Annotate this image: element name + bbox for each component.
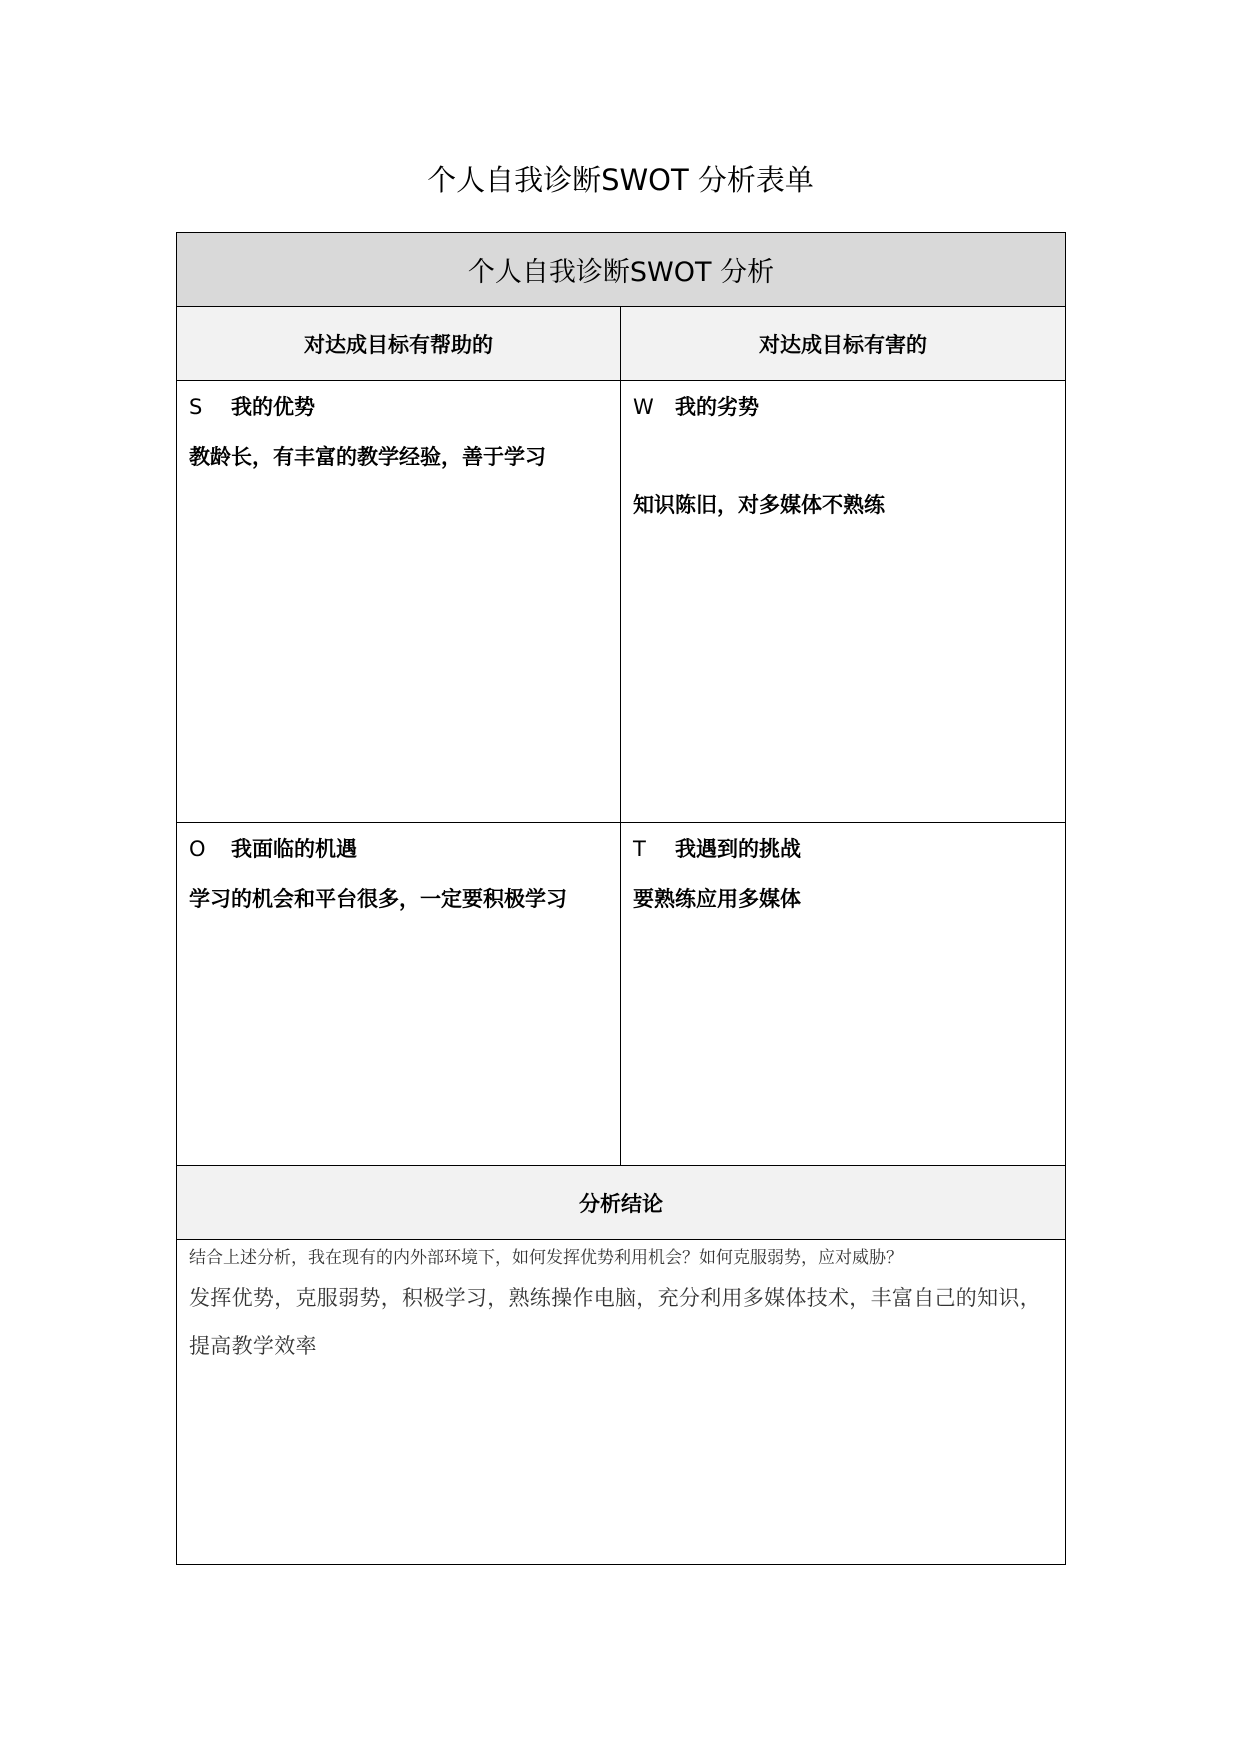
- document-title: 个人自我诊断SWOT 分析表单: [427, 163, 814, 197]
- conclusion-prompt: 结合上述分析，我在现有的内外部环境下，如何发挥优势利用机会？如何克服弱势，应对威胁？: [189, 1248, 903, 1268]
- swot-table: [176, 232, 1066, 1565]
- column-header-helpful-label: 对达成目标有帮助的: [304, 332, 493, 357]
- conclusion-body: [177, 1240, 1065, 1564]
- weaknesses-cell: [621, 381, 1065, 822]
- strengths-title: [189, 393, 608, 421]
- weaknesses-title: [633, 393, 1053, 421]
- column-header-harmful-label: 对达成目标有害的: [759, 332, 927, 357]
- column-header-row: [177, 307, 1065, 381]
- weaknesses-text: 知识陈旧，对多媒体不熟练: [633, 493, 885, 517]
- conclusion-header: [177, 1166, 1065, 1240]
- quadrant-row-top: [177, 381, 1065, 823]
- strengths-cell: [177, 381, 621, 822]
- strengths-title-label: 我的优势: [231, 395, 315, 419]
- strengths-text: 教龄长，有丰富的教学经验，善于学习: [189, 445, 546, 469]
- threats-cell: [621, 823, 1065, 1165]
- opportunities-title-label: 我面临的机遇: [231, 837, 357, 861]
- opportunities-cell: [177, 823, 621, 1165]
- conclusion-header-label: 分析结论: [579, 1191, 663, 1216]
- threats-title-label: 我遇到的挑战: [675, 837, 801, 861]
- quadrant-row-bottom: [177, 823, 1065, 1166]
- strengths-letter: S: [189, 395, 203, 419]
- column-header-harmful: [621, 307, 1065, 380]
- opportunities-title: [189, 835, 608, 863]
- opportunities-letter: O: [189, 837, 206, 861]
- conclusion-answer: 发挥优势，克服弱势，积极学习，熟练操作电脑，充分利用多媒体技术，丰富自己的知识，提高教学效率: [189, 1286, 1041, 1358]
- threats-text: 要熟练应用多媒体: [633, 887, 801, 911]
- opportunities-text: 学习的机会和平台很多，一定要积极学习: [189, 887, 567, 911]
- weaknesses-title-label: 我的劣势: [675, 395, 759, 419]
- threats-letter: T: [633, 837, 646, 861]
- weaknesses-letter: W: [633, 395, 654, 419]
- table-header: [177, 233, 1065, 307]
- table-header-label: 个人自我诊断SWOT 分析: [467, 257, 775, 288]
- threats-title: [633, 835, 1053, 863]
- column-header-helpful: [177, 307, 621, 380]
